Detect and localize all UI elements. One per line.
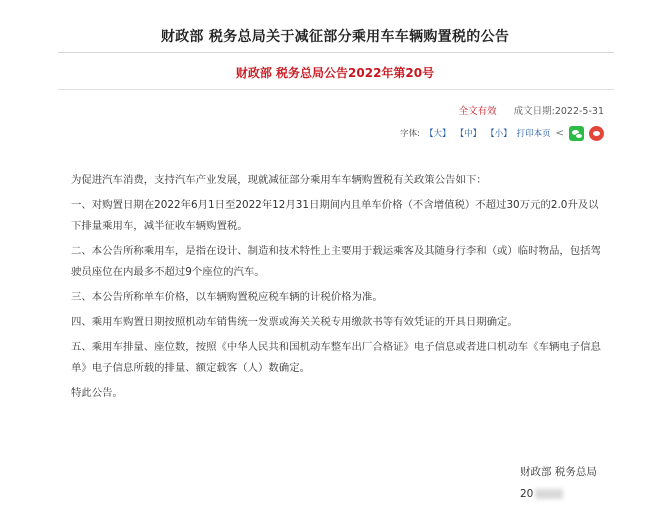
page-title: 财政部 税务总局关于减征部分乘用车车辆购置税的公告 bbox=[160, 29, 510, 45]
footer-date bbox=[520, 488, 563, 500]
body-paragraph: 四、乘用车购置日期按照机动车销售统一发票或海关关税专用缴款书等有效凭证的开具日期确定。 bbox=[71, 316, 518, 328]
font-small-button[interactable]: 【小】 bbox=[486, 129, 512, 139]
page-toolbar bbox=[400, 124, 604, 142]
share-icon[interactable]: < bbox=[555, 127, 564, 139]
body-paragraph: 三、本公告所称单车价格，以车辆购置税应税车辆的计税价格为准。 bbox=[71, 291, 383, 303]
document-meta bbox=[459, 103, 604, 117]
wechat-icon[interactable] bbox=[569, 126, 584, 141]
document-number: 财政部 税务总局公告2022年第20号 bbox=[235, 66, 435, 80]
body-paragraph: 五、乘用车排量、座位数，按照《中华人民共和国机动车整车出厂合格证》电子信息或者进口机动车《车辆电子信息单》电子信息所载的排量、额定载客（人）数确定。 bbox=[71, 341, 601, 374]
font-large-button[interactable]: 【大】 bbox=[425, 129, 451, 139]
body-paragraph: 为促进汽车消费，支持汽车产业发展，现就减征部分乘用车车辆购置税有关政策公告如下： bbox=[71, 174, 487, 186]
body-paragraph: 二、本公告所称乘用车，是指在设计、制造和技术特性上主要用于载运乘客及其随身行李和（或）临时物品，包括驾驶员座位在内最多不超过9个座位的汽车。 bbox=[71, 245, 601, 278]
notice-body bbox=[71, 170, 603, 408]
validity-status: 全文有效 bbox=[458, 106, 497, 117]
footer-date-text: 20 bbox=[520, 488, 534, 500]
date-label: 成文日期: bbox=[513, 106, 555, 117]
font-medium-button[interactable]: 【中】 bbox=[455, 129, 482, 139]
print-button[interactable]: 打印本页 bbox=[516, 129, 551, 139]
font-size-label: 字体: bbox=[400, 129, 421, 139]
weibo-icon[interactable] bbox=[589, 126, 604, 141]
title-divider bbox=[58, 52, 614, 53]
issue-date: 2022-5-31 bbox=[554, 106, 604, 117]
signature: 财政部 税务总局 bbox=[520, 466, 597, 478]
subtitle-divider bbox=[58, 89, 614, 90]
obscured-date-region bbox=[535, 489, 563, 499]
body-paragraph: 特此公告。 bbox=[71, 387, 123, 399]
body-paragraph: 一、对购置日期在2022年6月1日至2022年12月31日期间内且单车价格（不含增值税）不超过30万元的2.0升及以下排量乘用车，减半征收车辆购置税。 bbox=[71, 199, 599, 232]
